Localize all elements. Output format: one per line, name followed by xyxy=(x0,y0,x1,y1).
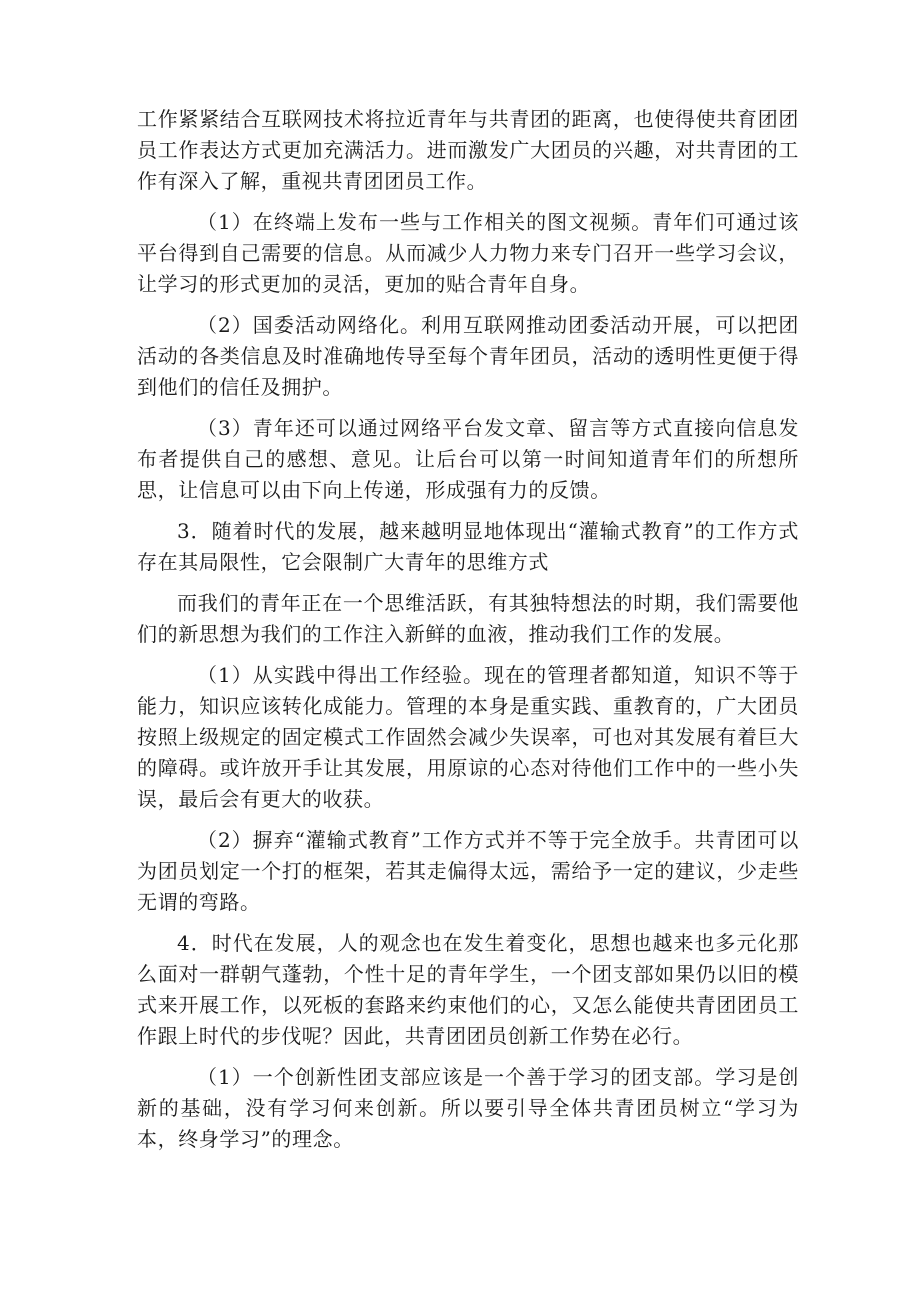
paragraph-4: （3）青年还可以通过网络平台发文章、留言等方式直接向信息发布者提供自己的感想、意见。让后台可以第一时间知道青年们的所想所思，让信息可以由下向上传递，形成强有力的反馈。 xyxy=(137,416,799,502)
paragraph-2: （1）在终端上发布一些与工作相关的图文视频。青年们可通过该平台得到自己需要的信息。从而减少人力物力来专门召开一些学习会议，让学习的形式更加的灵活，更加的贴合青年自身。 xyxy=(137,210,799,296)
paragraph-1: 工作紧紧结合互联网技术将拉近青年与共青团的距离，也使得使共育团团员工作表达方式更加充满活力。进而激发广大团员的兴趣，对共青团的工作有深入了解，重视共青团团员工作。 xyxy=(137,107,799,193)
paragraph-7: （1）从实践中得出工作经验。现在的管理者都知道，知识不等于能力，知识应该转化成能力。管理的本身是重实践、重教育的，广大团员按照上级规定的固定模式工作固然会减少失误率，可也对其发展有着巨大的障碍。或许放开手让其发展，用原谅的心态对待他们工作中的一些小失误，最后会有更大的收获。 xyxy=(137,663,799,811)
paragraph-3: （2）国委活动网络化。利用互联网推动团委活动开展，可以把团活动的各类信息及时准确地传导至每个青年团员，活动的透明性更便于得到他们的信任及拥护。 xyxy=(137,313,799,399)
paragraph-10: （1）一个创新性团支部应该是一个善于学习的团支部。学习是创新的基础，没有学习何来创新。所以要引导全体共青团员树立“学习为本，终身学习”的理念。 xyxy=(137,1065,799,1151)
document-body xyxy=(137,104,799,1165)
paragraph-8: （2）摒弃“灌输式教育”工作方式并不等于完全放手。共青团可以为团员划定一个打的框架，若其走偏得太远，需给予一定的建议，少走些无谓的弯路。 xyxy=(137,828,799,914)
paragraph-6: 而我们的青年正在一个思维活跃，有其独特想法的时期，我们需要他们的新思想为我们的工作注入新鲜的血液，推动我们工作的发展。 xyxy=(137,591,799,646)
paragraph-9: 4．时代在发展，人的观念也在发生着变化，思想也越来也多元化那么面对一群朝气蓬勃，个性十足的青年学生，一个团支部如果仍以旧的模式来开展工作，以死板的套路来约束他们的心，又怎么能使共青团团员工作跟上时代的步伐呢？因此，共青团团员创新工作势在必行。 xyxy=(137,931,799,1048)
paragraph-5: 3．随着时代的发展，越来越明显地体现出“灌输式教育”的工作方式存在其局限性，它会限制广大青年的思维方式 xyxy=(137,519,799,574)
